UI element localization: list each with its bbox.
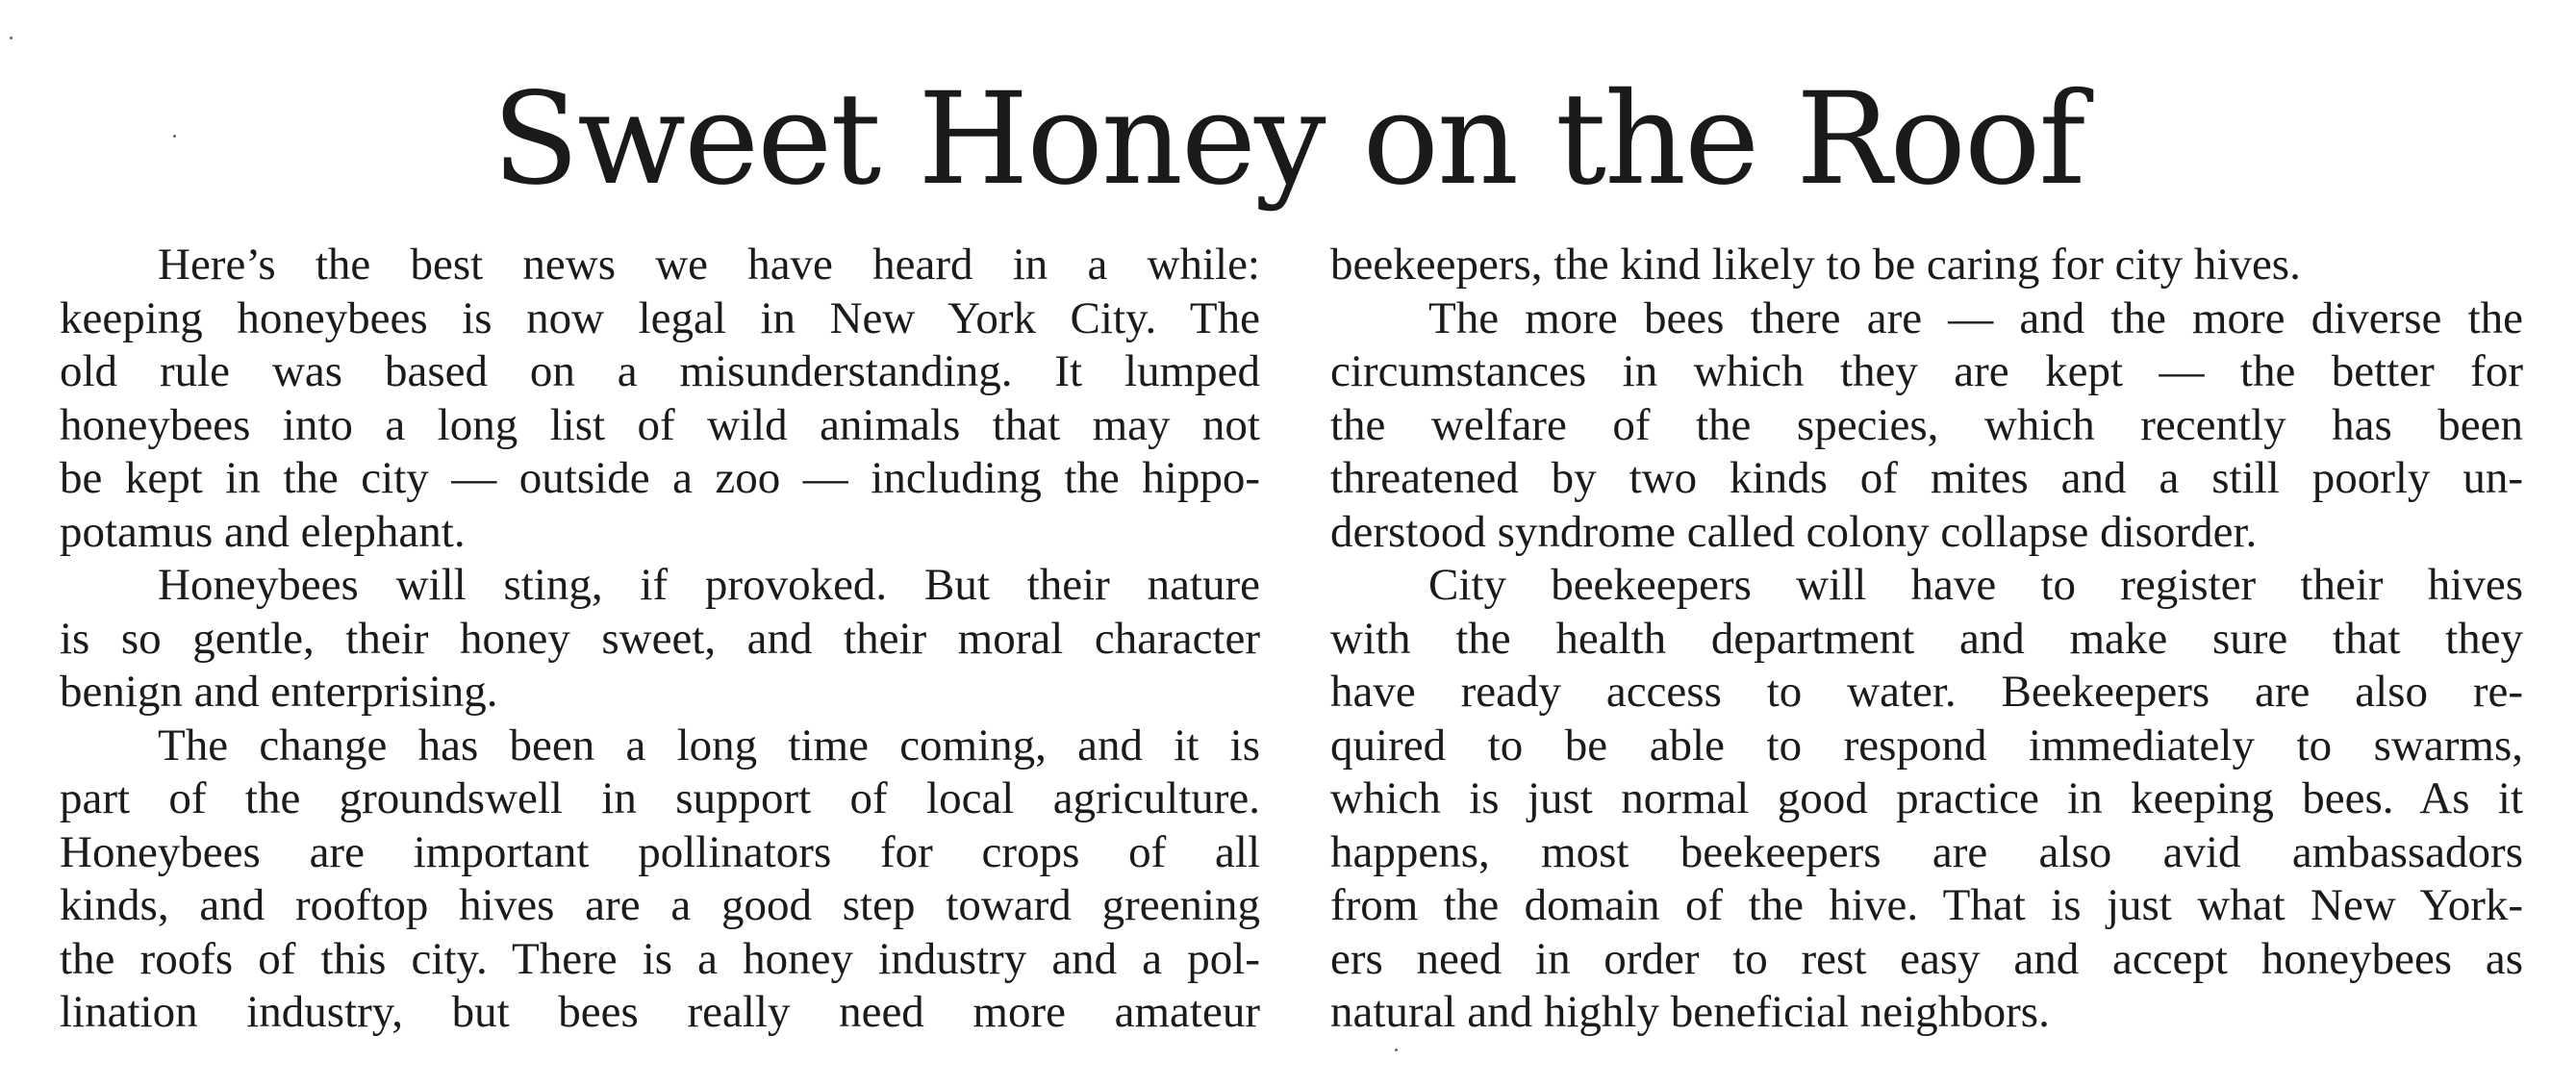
paragraph-line: derstood syndrome called colony collapse disorder.: [1330, 506, 2258, 557]
paragraph-line: natural and highly beneficial neighbors.: [1330, 987, 2050, 1037]
paragraph-line: circumstances in which they are kept — the better for: [1330, 346, 2523, 396]
left-column: [60, 239, 1260, 1040]
paragraph-line: happens, most beekeepers are also avid ambassadors: [1330, 826, 2523, 877]
paragraph-line: from the domain of the hive. That is just what New York-: [1330, 880, 2523, 930]
paragraph-line: with the health department and make sure that they: [1330, 613, 2523, 664]
paragraph-line: ers need in order to rest easy and accept honeybees as: [1330, 933, 2523, 984]
paragraph-line: old rule was based on a misunderstanding. It lumped: [60, 346, 1260, 396]
paragraph-line: Here’s the best news we have heard in a while:: [158, 240, 1260, 290]
paragraph-line: City beekeepers will have to register their hives: [1428, 560, 2523, 610]
paragraph-line: lination industry, but bees really need more amateur: [60, 987, 1260, 1037]
paragraph-line: keeping honeybees is now legal in New York City. The: [60, 292, 1260, 343]
paragraph-line: be kept in the city — outside a zoo — including the hippo-: [60, 453, 1260, 503]
scan-speck: [173, 135, 176, 138]
paragraph-line: The change has been a long time coming, and it is: [158, 720, 1260, 771]
scan-speck: [10, 37, 13, 39]
paragraph-line: which is just normal good practice in keeping bees. As it: [1330, 773, 2523, 823]
scan-speck: [1395, 1049, 1398, 1051]
paragraph-line: beekeepers, the kind likely to be caring for city hives.: [1330, 240, 2301, 290]
paragraph-line: is so gentle, their honey sweet, and their moral character: [60, 613, 1260, 664]
paragraph-line: threatened by two kinds of mites and a still poorly un-: [1330, 453, 2523, 503]
right-column: [1330, 239, 2523, 1040]
paragraph-line: quired to be able to respond immediately to swarms,: [1330, 720, 2523, 771]
paragraph-line: honeybees into a long list of wild animals that may not: [60, 399, 1260, 450]
paragraph-line: Honeybees are important pollinators for crops of all: [60, 826, 1260, 877]
paragraph-line: Honeybees will sting, if provoked. But their nature: [158, 560, 1260, 610]
paragraph-line: kinds, and rooftop hives are a good step toward greening: [60, 880, 1260, 930]
paragraph-line: the welfare of the species, which recently has been: [1330, 399, 2523, 450]
paragraph-line: benign and enterprising.: [60, 667, 498, 717]
paragraph-line: have ready access to water. Beekeepers are also re-: [1330, 667, 2523, 717]
paragraph-line: part of the groundswell in support of local agriculture.: [60, 773, 1260, 823]
paragraph-line: potamus and elephant.: [60, 506, 466, 557]
paragraph-line: the roofs of this city. There is a honey industry and a pol-: [60, 933, 1260, 984]
paragraph-line: The more bees there are — and the more diverse the: [1428, 292, 2523, 343]
headline: Sweet Honey on the Roof: [492, 65, 2084, 214]
